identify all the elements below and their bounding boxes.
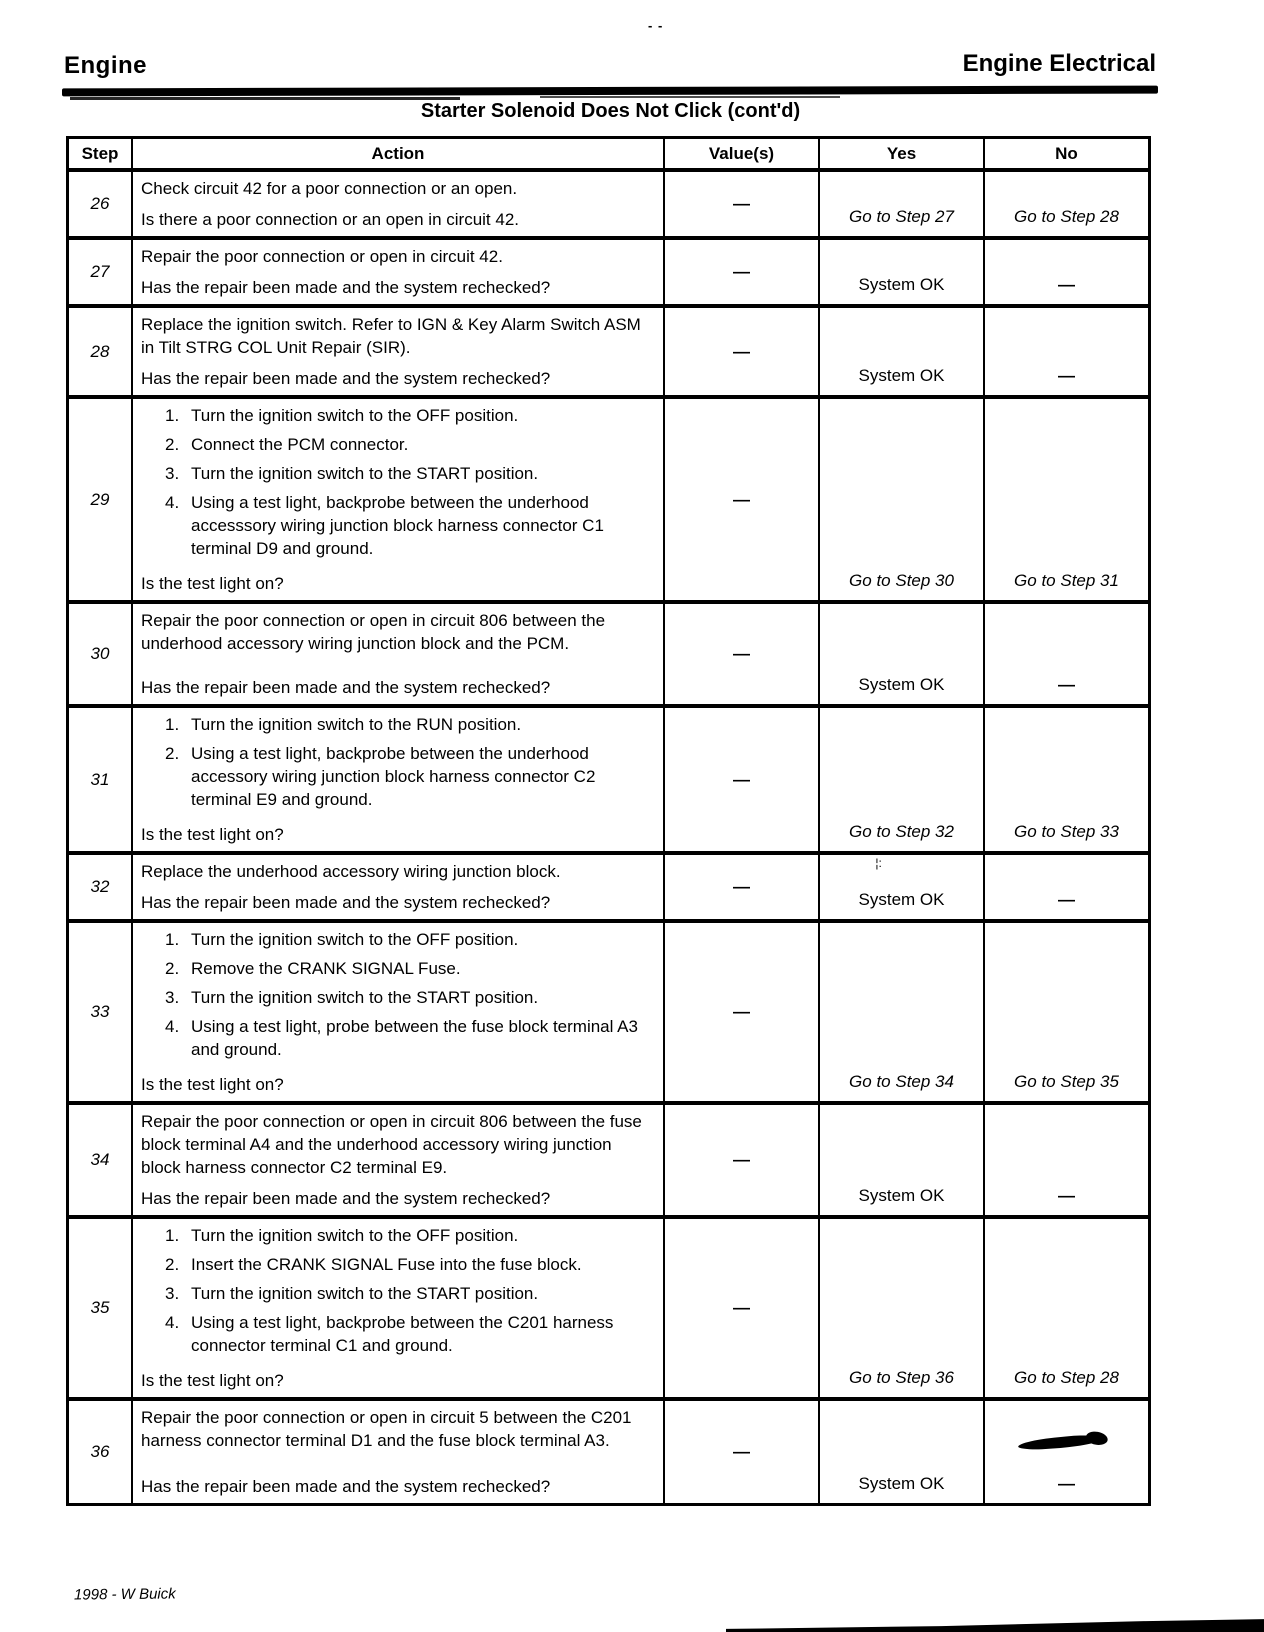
yes-text: Go to Step 30 <box>849 571 954 590</box>
list-item-number: 3. <box>165 988 180 1007</box>
yes-text: Go to Step 34 <box>849 1072 954 1091</box>
yes-cell <box>820 708 985 851</box>
yes-text: System OK <box>858 1474 945 1493</box>
value-cell <box>665 172 820 236</box>
step-cell <box>69 855 133 919</box>
action-list-item <box>165 1282 655 1305</box>
action-body <box>141 1110 655 1181</box>
no-text: Go to Step 35 <box>1014 1072 1119 1091</box>
yes-text: Go to Step 27 <box>849 207 954 226</box>
yes-cell <box>820 172 985 236</box>
value-text: — <box>733 489 750 509</box>
step-number: 30 <box>90 644 110 663</box>
list-item-text: Insert the CRANK SIGNAL Fuse into the fuse block. <box>191 1255 582 1274</box>
value-cell <box>665 240 820 304</box>
action-cell <box>133 708 665 851</box>
no-cell <box>985 604 1148 704</box>
list-item-text: Turn the ignition switch to the START position. <box>191 1284 539 1303</box>
list-item-text: Turn the ignition switch to the OFF position. <box>191 406 519 425</box>
list-item-text: Using a test light, backprobe between the underhood accesssory wiring junction block harness connector C1 terminal D9 and ground. <box>191 493 604 558</box>
yes-cell <box>820 923 985 1101</box>
yes-text: System OK <box>858 675 945 694</box>
list-item-number: 1. <box>165 930 180 949</box>
yes-cell <box>820 604 985 704</box>
table-header-row <box>69 139 1148 172</box>
list-item-number: 3. <box>165 464 180 483</box>
value-text: — <box>733 1442 750 1461</box>
yes-text: Go to Step 36 <box>849 1368 954 1387</box>
no-cell <box>985 855 1148 919</box>
list-item-number: 3. <box>165 1284 180 1303</box>
page-header-right: Engine Electrical <box>962 50 1156 77</box>
diagnostic-table <box>66 136 1151 1506</box>
list-item-number: 1. <box>165 406 180 425</box>
no-text: — <box>1058 1474 1075 1493</box>
table-row <box>69 1105 1148 1219</box>
no-cell <box>985 399 1148 600</box>
value-text: — <box>733 194 750 213</box>
value-text: — <box>733 1002 750 1021</box>
action-cell <box>133 1219 665 1397</box>
no-text: — <box>1058 1186 1075 1205</box>
value-cell <box>665 1219 820 1397</box>
value-cell <box>665 1105 820 1215</box>
action-cell <box>133 399 665 600</box>
table-row <box>69 1401 1148 1503</box>
column-header-values: Value(s) <box>665 139 820 168</box>
step-cell <box>69 1219 133 1397</box>
step-cell <box>69 923 133 1101</box>
value-cell <box>665 855 820 919</box>
action-list-item <box>165 742 655 811</box>
list-item-text: Connect the PCM connector. <box>191 435 409 454</box>
no-text: — <box>1058 675 1075 694</box>
table-row <box>69 708 1148 855</box>
action-cell <box>133 308 665 395</box>
list-item-number: 2. <box>165 1255 180 1274</box>
list-item-number: 2. <box>165 435 180 454</box>
action-paragraph: Replace the underhood accessory wiring junction block. <box>141 862 561 881</box>
action-paragraph: Check circuit 42 for a poor connection or an open. <box>141 179 518 198</box>
yes-cell <box>820 1105 985 1215</box>
value-cell <box>665 604 820 704</box>
action-body <box>141 713 655 817</box>
table-row <box>69 1219 1148 1401</box>
list-item-text: Turn the ignition switch to the START position. <box>191 464 539 483</box>
question-text: Has the repair been made and the system rechecked? <box>141 369 551 388</box>
action-list-item <box>165 957 655 980</box>
column-header-no: No <box>1055 143 1078 163</box>
action-body <box>141 860 655 885</box>
step-cell <box>69 240 133 304</box>
table-row <box>69 240 1148 308</box>
action-list-item <box>165 928 655 951</box>
action-cell <box>133 240 665 304</box>
yes-text: System OK <box>858 1186 945 1205</box>
question-text: Is the test light on? <box>141 825 284 844</box>
no-cell <box>985 1105 1148 1215</box>
no-text: — <box>1058 890 1075 909</box>
page-edge-artifact <box>726 1618 1264 1632</box>
action-body <box>141 404 655 566</box>
list-item-number: 4. <box>165 493 180 512</box>
action-body <box>141 313 655 361</box>
action-body <box>141 177 655 202</box>
value-cell <box>665 399 820 600</box>
no-cell <box>985 708 1148 851</box>
list-item-text: Using a test light, backprobe between the underhood accessory wiring junction block harness connector C2 terminal E9 and ground. <box>191 744 596 809</box>
no-text: — <box>1058 366 1075 385</box>
action-body <box>141 245 655 270</box>
list-item-number: 2. <box>165 959 180 978</box>
page-footer: 1998 - W Buick <box>73 1585 176 1604</box>
list-item-number: 4. <box>165 1017 180 1036</box>
value-text: — <box>733 644 750 663</box>
action-list-item <box>165 462 655 485</box>
table-row <box>69 308 1148 399</box>
table-row <box>69 172 1148 240</box>
step-cell <box>69 308 133 395</box>
no-cell <box>985 923 1148 1101</box>
step-number: 31 <box>90 769 110 789</box>
step-cell <box>69 172 133 236</box>
no-cell <box>985 1401 1148 1503</box>
value-cell <box>665 308 820 395</box>
step-cell <box>69 1401 133 1503</box>
action-list-item <box>165 491 655 560</box>
value-text: — <box>733 1150 750 1169</box>
list-item-text: Turn the ignition switch to the START position. <box>191 988 539 1007</box>
yes-cell <box>820 308 985 395</box>
yes-text: System OK <box>858 366 945 385</box>
step-number: 27 <box>90 262 110 281</box>
step-number: 34 <box>90 1150 110 1169</box>
action-list-item <box>165 1224 655 1247</box>
action-cell <box>133 923 665 1101</box>
action-cell <box>133 172 665 236</box>
action-list-item <box>165 713 655 736</box>
step-number: 29 <box>90 489 110 509</box>
value-text: — <box>733 1298 750 1317</box>
list-item-number: 4. <box>165 1313 180 1332</box>
step-number: 26 <box>90 194 110 213</box>
question-text: Has the repair been made and the system rechecked? <box>141 1477 551 1496</box>
column-header-yes: Yes <box>820 139 985 168</box>
action-cell <box>133 604 665 704</box>
yes-cell <box>820 855 985 919</box>
value-text: — <box>733 262 750 281</box>
action-list-item <box>165 404 655 427</box>
step-number: 28 <box>90 341 110 361</box>
no-text: Go to Step 33 <box>1014 822 1119 841</box>
action-paragraph: Replace the ignition switch. Refer to IGN & Key Alarm Switch ASM in Tilt STRG COL Unit Repair (SIR). <box>141 315 641 357</box>
action-body <box>141 1406 655 1454</box>
value-cell <box>665 923 820 1101</box>
page-header-left: Engine <box>64 52 148 79</box>
page-title: Starter Solenoid Does Not Click (cont'd) <box>420 100 801 122</box>
no-text: Go to Step 28 <box>1014 207 1119 226</box>
yes-cell <box>820 1401 985 1503</box>
header-rule <box>62 86 1158 97</box>
action-paragraph: Repair the poor connection or open in circuit 5 between the C201 harness connector terminal D1 and the fuse block terminal A3. <box>141 1408 632 1450</box>
table-row <box>69 399 1148 604</box>
yes-text: System OK <box>858 275 945 294</box>
ink-smudge: ¦: <box>875 856 882 870</box>
list-item-text: Turn the ignition switch to the OFF position. <box>191 1226 519 1245</box>
action-paragraph: Repair the poor connection or open in circuit 806 between the underhood accessory wiring junction block and the PCM. <box>141 611 606 653</box>
yes-text: Go to Step 32 <box>849 822 954 841</box>
yes-cell <box>820 240 985 304</box>
step-number: 35 <box>90 1298 110 1317</box>
action-body <box>141 609 655 657</box>
table-row <box>69 604 1148 708</box>
list-item-text: Turn the ignition switch to the OFF position. <box>191 930 519 949</box>
action-body <box>141 928 655 1067</box>
no-text: Go to Step 31 <box>1014 571 1119 590</box>
action-paragraph: Repair the poor connection or open in circuit 42. <box>141 247 503 266</box>
question-text: Is the test light on? <box>141 1075 284 1094</box>
column-header-step: Step <box>69 139 133 168</box>
value-cell <box>665 1401 820 1503</box>
no-cell <box>985 1219 1148 1397</box>
question-text: Is the test light on? <box>141 1371 284 1390</box>
list-item-number: 1. <box>165 715 180 734</box>
action-list-item <box>165 433 655 456</box>
question-text: Is there a poor connection or an open in circuit 42. <box>141 210 520 229</box>
no-cell <box>985 240 1148 304</box>
question-text: Has the repair been made and the system rechecked? <box>141 278 551 297</box>
table-row <box>69 923 1148 1105</box>
value-text: — <box>733 769 750 789</box>
question-text: Has the repair been made and the system rechecked? <box>141 1189 551 1208</box>
no-cell <box>985 308 1148 395</box>
step-cell <box>69 399 133 600</box>
no-cell <box>985 172 1148 236</box>
list-item-text: Using a test light, probe between the fuse block terminal A3 and ground. <box>191 1017 638 1059</box>
action-paragraph: Repair the poor connection or open in circuit 806 between the fuse block terminal A4 and the underhood accessory wiring junction block harness connector C2 terminal E9. <box>141 1112 642 1177</box>
value-text: — <box>733 341 750 361</box>
list-item-number: 1. <box>165 1226 180 1245</box>
action-list-item <box>165 986 655 1009</box>
question-text: Has the repair been made and the system rechecked? <box>141 893 551 912</box>
no-text: Go to Step 28 <box>1014 1368 1119 1387</box>
column-header-action: Action <box>133 139 665 168</box>
yes-text: System OK <box>858 890 945 909</box>
yes-cell <box>820 1219 985 1397</box>
step-cell <box>69 708 133 851</box>
question-text: Has the repair been made and the system rechecked? <box>141 678 551 697</box>
step-number: 36 <box>90 1442 110 1461</box>
step-cell <box>69 604 133 704</box>
action-cell <box>133 1401 665 1503</box>
no-text: — <box>1058 275 1075 294</box>
action-cell <box>133 855 665 919</box>
step-number: 32 <box>90 877 110 896</box>
list-item-text: Using a test light, backprobe between the C201 harness connector terminal C1 and ground. <box>191 1313 614 1355</box>
value-cell <box>665 708 820 851</box>
step-number: 33 <box>90 1002 110 1021</box>
action-body <box>141 1224 655 1363</box>
list-item-number: 2. <box>165 744 180 763</box>
value-text: — <box>733 877 750 896</box>
list-item-text: Remove the CRANK SIGNAL Fuse. <box>191 959 461 978</box>
table-row <box>69 855 1148 923</box>
action-list-item <box>165 1015 655 1061</box>
yes-cell <box>820 399 985 600</box>
stray-mark: - - <box>648 18 664 33</box>
question-text: Is the test light on? <box>141 574 284 593</box>
list-item-text: Turn the ignition switch to the RUN position. <box>191 715 522 734</box>
action-list-item <box>165 1253 655 1276</box>
header-rule-fragment <box>540 96 840 98</box>
step-cell <box>69 1105 133 1215</box>
action-cell <box>133 1105 665 1215</box>
action-list-item <box>165 1311 655 1357</box>
